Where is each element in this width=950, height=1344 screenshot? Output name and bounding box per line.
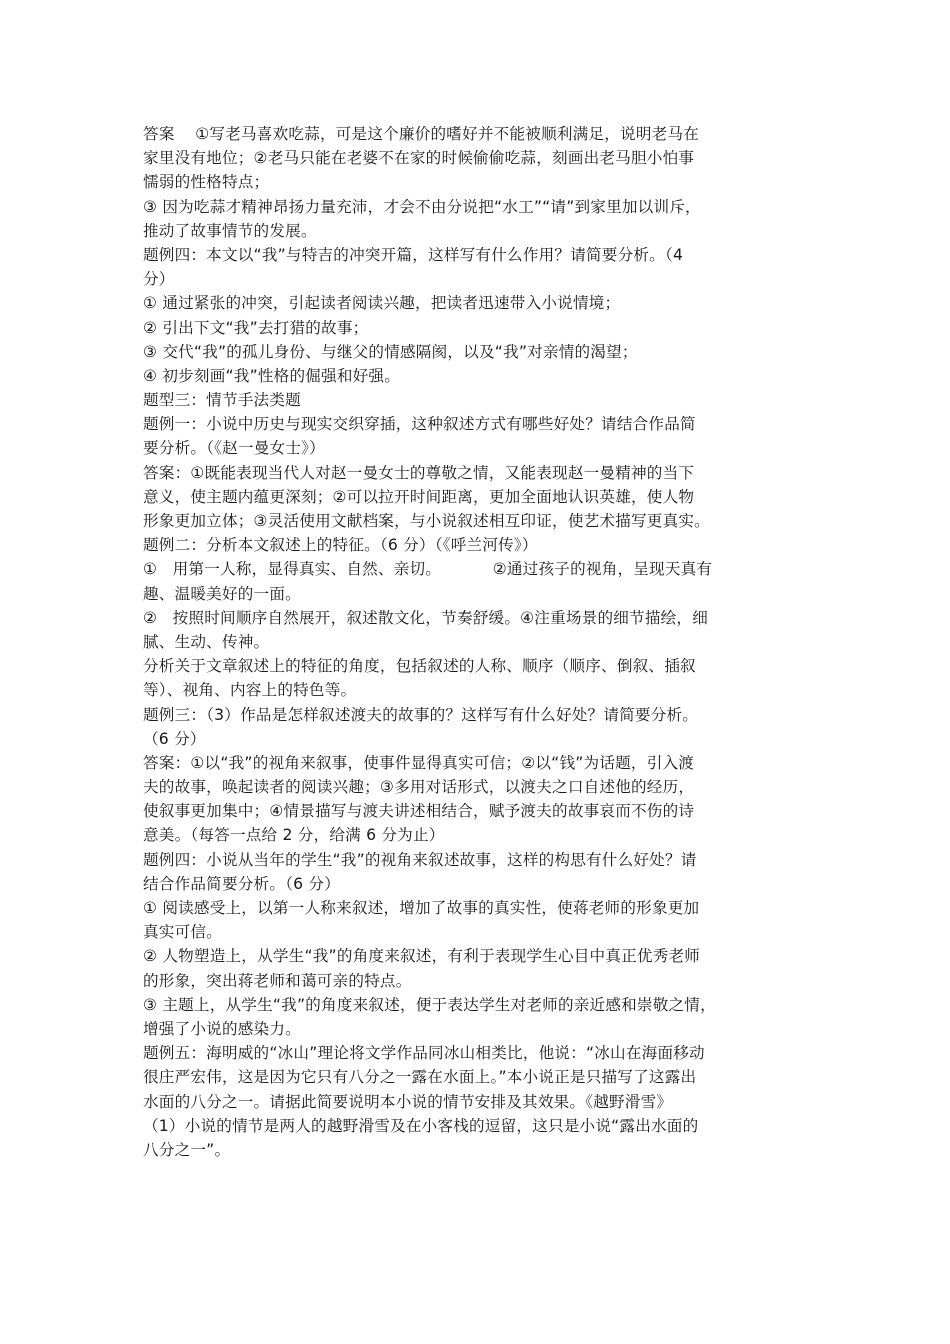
text-line: 题例四：本文以“我”与特吉的冲突开篇，这样写有什么作用？请简要分析。（4 [143, 245, 684, 264]
text-line: 分析关于文章叙述上的特征的角度，包括叙述的人称、顺序（顺序、倒叙、插叙 [143, 657, 696, 676]
text-line: ③ 交代“我”的孤儿身份、与继父的情感隔阂，以及“我”对亲情的渴望； [143, 342, 638, 361]
text-line: 推动了故事情节的发展。 [143, 221, 317, 240]
text-line: 题例五：海明威的“冰山”理论将文学作品同冰山相类比，他说：“冰山在海面移动 [143, 1044, 705, 1063]
text-line: 意义，使主题内蕴更深刻；②可以拉开时间距离，更加全面地认识英雄，使人物 [143, 487, 695, 506]
text-line: 答案：①既能表现当代人对赵一曼女士的尊敬之情，又能表现赵一曼精神的当下 [143, 463, 695, 482]
text-line: 形象更加立体；③灵活使用文献档案，与小说叙述相互印证，使艺术描写更真实。 [143, 512, 710, 530]
text-line: ② 人物塑造上，从学生“我”的角度来叙述，有利于表现学生心目中真正优秀老师 [143, 947, 701, 966]
text-line: 增强了小说的感染力。 [143, 1019, 301, 1038]
text-line: 家里没有地位；②老马只能在老婆不在家的时候偷偷吃蒜，刻画出老马胆小怕事 [143, 149, 695, 168]
document-page [143, 122, 813, 1162]
text-line: 题例一：小说中历史与现实交织穿插，这种叙述方式有哪些好处？请结合作品简 [143, 415, 696, 434]
text-line: 要分析。（《赵一曼女士》） [143, 439, 325, 458]
text-line: 使叙事更加集中；④情景描写与渡夫讲述相结合，赋予渡夫的故事哀而不伤的诗 [143, 802, 695, 821]
text-line: 答案 ①写老马喜欢吃蒜，可是这个廉价的嗜好并不能被顺利满足，说明老马在 [143, 125, 700, 143]
text-line: 懦弱的性格特点； [143, 173, 270, 192]
text-line: 答案：①以“我”的视角来叙事，使事件显得真实可信；②以“钱”为话题，引入渡 [143, 753, 695, 772]
text-line: 真实可信。 [143, 923, 222, 942]
text-line: （1）小说的情节是两人的越野滑雪及在小客栈的逗留，这只是小说“露出水面的 [143, 1116, 699, 1135]
text-line: 结合作品简要分析。（6 分） [143, 874, 341, 893]
text-line: ① 阅读感受上，以第一人称来叙述，增加了故事的真实性，使蒋老师的形象更加 [143, 899, 700, 917]
text-line: （6 分） [143, 729, 206, 748]
text-line: ① 用第一人称，显得真实、自然、亲切。 ②通过孩子的视角，呈现天真有 [143, 560, 713, 579]
text-line: 题型三：情节手法类题 [143, 391, 301, 410]
text-line: 腻、生动、传神。 [143, 632, 270, 651]
text-line: 等）、视角、内容上的特色等。 [143, 681, 357, 700]
text-line: 夫的故事，唤起读者的阅读兴趣；③多用对话形式，以渡夫之口自述他的经历， [143, 778, 695, 797]
text-line: 水面的八分之一。请据此简要说明本小说的情节安排及其效果。《越野滑雪》 [143, 1092, 673, 1111]
text-line: 题例三：（3）作品是怎样叙述渡夫的故事的？这样写有什么好处？请简要分析。 [143, 705, 699, 724]
text-line: ③ 主题上，从学生“我”的角度来叙述，便于表达学生对老师的亲近感和崇敬之情， [143, 995, 716, 1014]
text-line: 题例四：小说从当年的学生“我”的视角来叙述故事，这样的构思有什么好处？请 [143, 850, 697, 869]
text-line: ① 通过紧张的冲突，引起读者阅读兴趣，把读者迅速带入小说情境； [143, 294, 621, 313]
text-line: ② 引出下文“我”去打猎的故事； [143, 318, 369, 337]
text-line: 分） [143, 270, 175, 289]
text-line: ③ 因为吃蒜才精神昂扬力量充沛，才会不由分说把“水工”“请”到家里加以训斥， [143, 197, 701, 216]
text-line: 趣、温暖美好的一面。 [143, 584, 301, 603]
text-line: 意美。（每答一点给 2 分，给满 6 分为止） [143, 826, 445, 845]
text-line: ② 按照时间顺序自然展开，叙述散文化，节奏舒缓。④注重场景的细节描绘，细 [143, 608, 709, 627]
text-line: ④ 初步刻画“我”性格的倔强和好强。 [143, 366, 401, 385]
text-line: 题例二：分析本文叙述上的特征。（6 分）（《呼兰河传》） [143, 536, 538, 555]
text-line: 很庄严宏伟，这是因为它只有八分之一露在水面上。”本小说正是只描写了这露出 [143, 1068, 697, 1087]
text-line: 八分之一”。 [143, 1140, 231, 1159]
text-line: 的形象，突出蒋老师和蔼可亲的特点。 [143, 971, 412, 990]
